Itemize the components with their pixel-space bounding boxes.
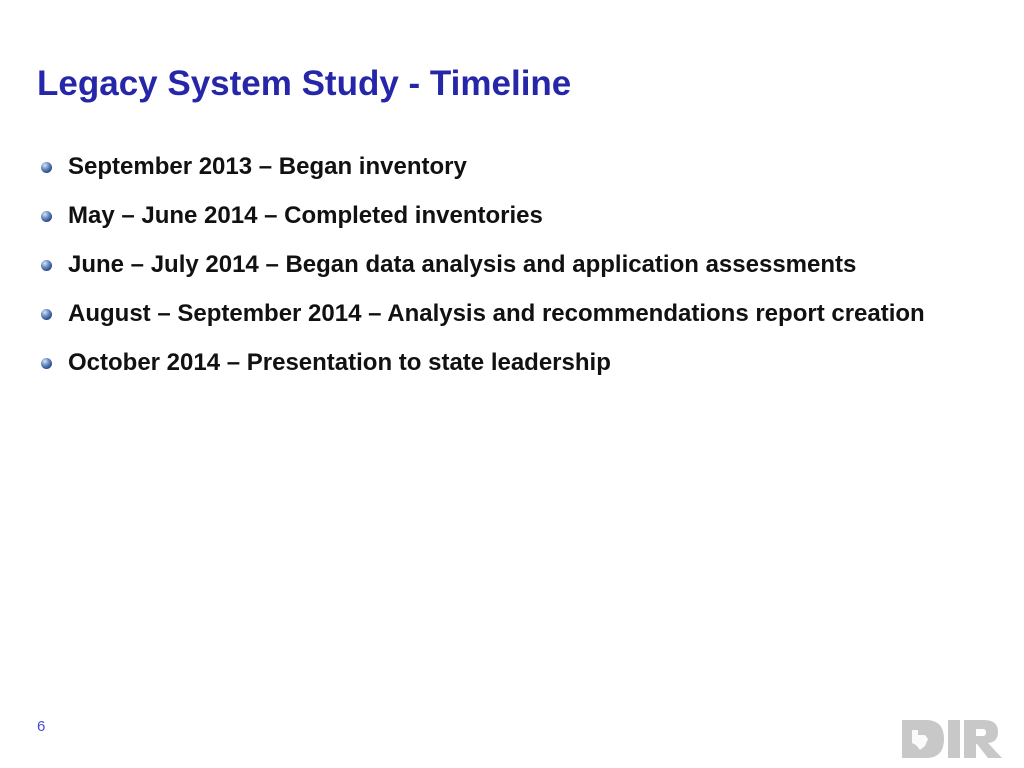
bullet-item — [40, 297, 1000, 331]
bullet-icon — [41, 260, 52, 271]
bullet-text: August – September 2014 – Analysis and recommendations report creation — [68, 300, 925, 327]
bullet-icon — [41, 162, 52, 173]
dir-logo — [898, 716, 1006, 762]
bullet-icon — [41, 309, 52, 320]
bullet-text: May – June 2014 – Completed inventories — [68, 202, 543, 229]
bullet-item — [40, 150, 1000, 184]
bullet-item — [40, 346, 1000, 380]
bullet-text: June – July 2014 – Began data analysis and application assessments — [68, 251, 857, 278]
bullet-icon — [41, 211, 52, 222]
logo-text: DIR — [898, 716, 900, 717]
bullet-text: October 2014 – Presentation to state leadership — [68, 349, 611, 376]
slide-number: 6 — [37, 718, 46, 735]
bullet-item — [40, 248, 1000, 282]
bullet-text: September 2013 – Began inventory — [68, 153, 467, 180]
bullet-list — [40, 150, 1000, 395]
bullet-item — [40, 199, 1000, 233]
bullet-icon — [41, 358, 52, 369]
slide-title: Legacy System Study - Timeline — [37, 64, 572, 103]
